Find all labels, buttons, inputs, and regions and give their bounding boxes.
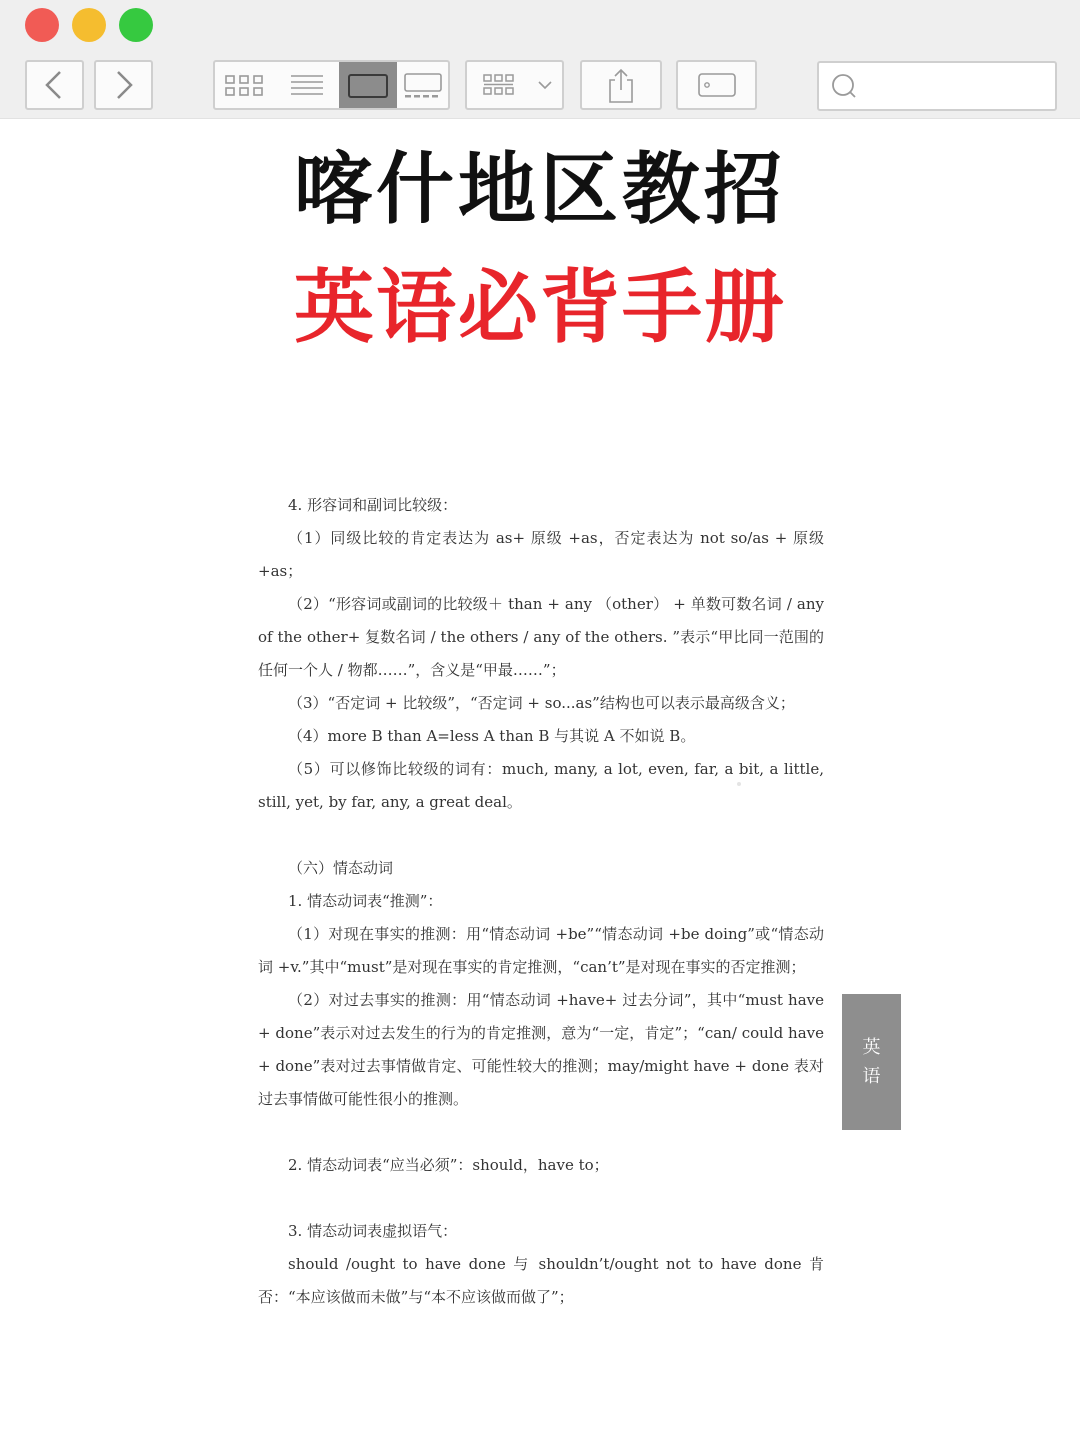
view-mode-group	[213, 60, 450, 110]
search-input[interactable]	[863, 69, 1053, 105]
document-content	[258, 489, 824, 1314]
gallery-view-button[interactable]	[339, 62, 397, 108]
section-heading: （六）情态动词	[288, 859, 394, 877]
gallery-view-icon	[339, 62, 397, 108]
chevron-right-icon	[96, 62, 151, 108]
share-button[interactable]	[580, 60, 662, 110]
paragraph: （2）对过去事实的推测：用“情态动词 +have+ 过去分词”，其中“must have + done”表示对过去发生的行为的肯定推测，意为“一定，肯定”；“can/ could have + done”表对过去事情做肯定、可能性较大的推测；may/might have + done 表对过去事情做可能性很小的推测。	[258, 991, 824, 1108]
zoom-window-button[interactable]	[119, 8, 153, 42]
paragraph: （1）同级比较的肯定表达为 as+ 原级 +as，否定表达为 not so/as + 原级 +as；	[258, 529, 824, 580]
paragraph: should /ought to have done 与 shouldn’t/ought not to have done 肯否：“本应该做而未做”与“本不应该做而做了”；	[258, 1255, 824, 1306]
arrange-icon	[467, 62, 562, 108]
arrange-button[interactable]	[465, 60, 564, 110]
subject-side-tab[interactable]	[842, 994, 901, 1130]
back-button[interactable]	[25, 60, 84, 110]
coverflow-view-button[interactable]	[397, 62, 450, 108]
tag-button[interactable]	[676, 60, 757, 110]
close-window-button[interactable]	[25, 8, 59, 42]
chevron-left-icon	[27, 62, 82, 108]
paragraph: （3）“否定词 + 比较级”，“否定词 + so...as”结构也可以表示最高级含义；	[288, 694, 795, 712]
section-heading: 3. 情态动词表虚拟语气：	[288, 1222, 458, 1240]
list-view-icon	[277, 62, 339, 108]
scroll-marker	[737, 782, 741, 786]
tag-icon	[678, 62, 755, 108]
section-heading: 1. 情态动词表“推测”：	[288, 892, 443, 910]
grid-view-button[interactable]	[215, 62, 277, 108]
section-heading: 4. 形容词和副词比较级：	[288, 496, 458, 514]
page-title: 喀什地区教招	[293, 145, 786, 235]
section-heading: 2. 情态动词表“应当必须”：should，have to；	[288, 1156, 609, 1174]
page-subtitle: 英语必背手册	[294, 261, 786, 354]
side-tab-char: 英	[862, 1037, 881, 1058]
forward-button[interactable]	[94, 60, 153, 110]
coverflow-view-icon	[397, 62, 450, 108]
paragraph: （1）对现在事实的推测：用“情态动词 +be”“情态动词 +be doing”或“情态动词 +v.”其中“must”是对现在事实的肯定推测，“can’t”是对现在事实的否定推测；	[258, 925, 824, 976]
share-icon	[582, 62, 660, 108]
search-icon	[819, 63, 859, 109]
paragraph: （4）more B than A=less A than B 与其说 A 不如说 B。	[288, 727, 696, 745]
minimize-window-button[interactable]	[72, 8, 106, 42]
list-view-button[interactable]	[277, 62, 339, 108]
window-toolbar	[0, 0, 1080, 119]
grid-view-icon	[215, 62, 277, 108]
search-box[interactable]	[817, 61, 1057, 111]
paragraph: （5）可以修饰比较级的词有：much, many, a lot, even, far, a bit, a little, still, yet, by far, any, a great deal。	[258, 760, 824, 811]
side-tab-char: 语	[862, 1066, 881, 1087]
paragraph: （2）“形容词或副词的比较级＋ than + any （other） + 单数可数名词 / any of the other+ 复数名词 / the others / any of the others. ”表示“甲比同一范围的任何一个人 / 物都……”，含义是“甲最……”；	[258, 595, 824, 679]
